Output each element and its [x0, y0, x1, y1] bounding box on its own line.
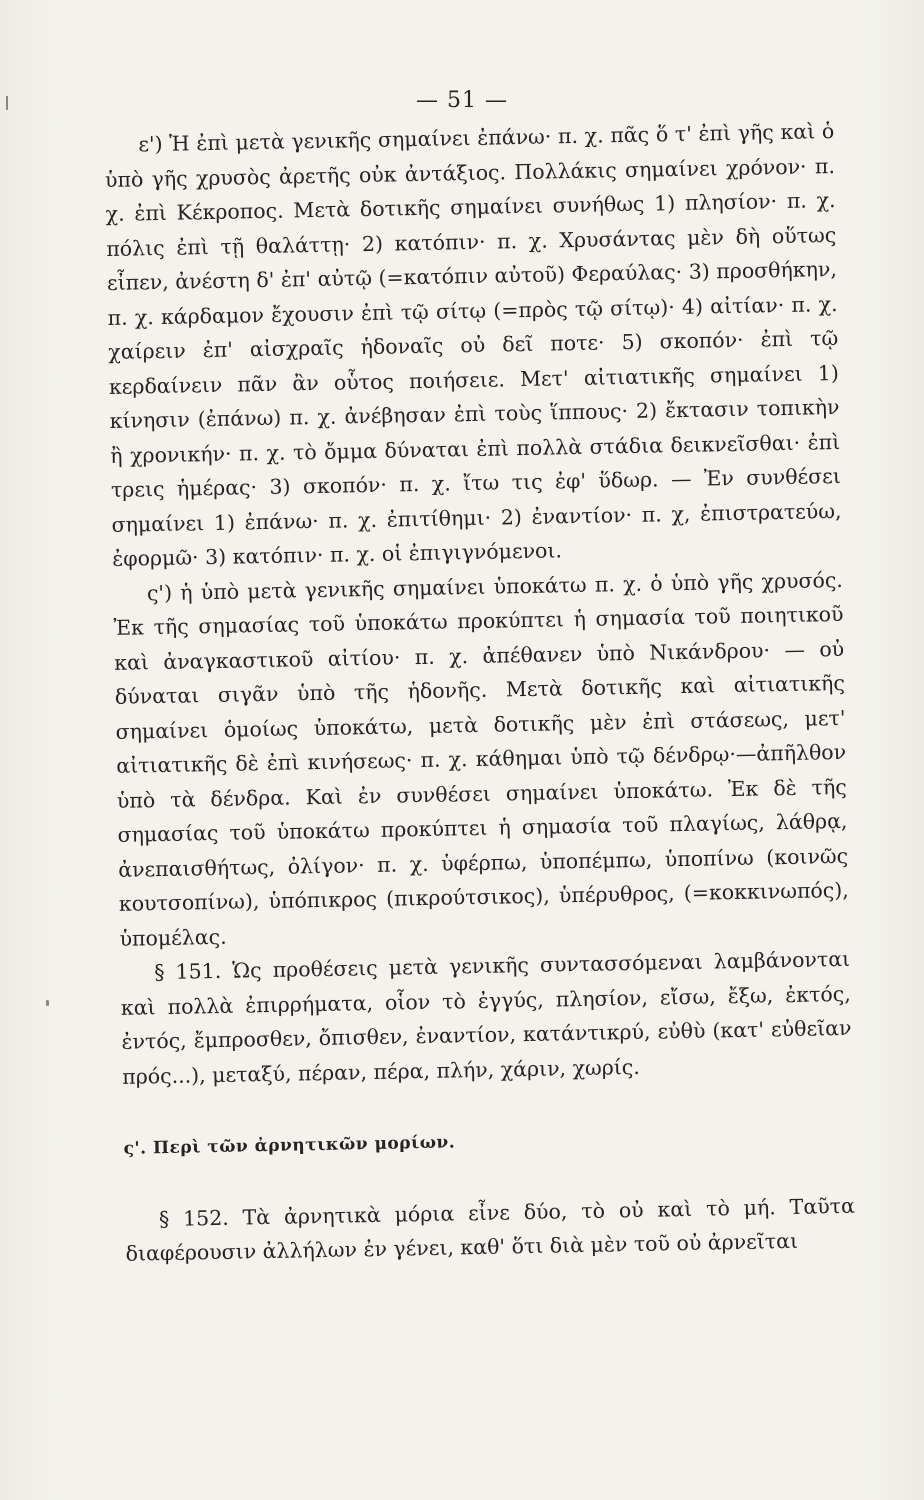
- paragraph-section-152: § 152. Τὰ ἀρνητικὰ μόρια εἶνε δύο, τὸ οὐ καὶ τὸ μή. Ταῦτα διαφέρουσιν ἀλλήλων ἐν γένει, καθ' ὅτι διὰ μὲν τοῦ οὐ ἀρνεῖται: [125, 1193, 856, 1266]
- paragraph-section-151: § 151. Ὡς προθέσεις μετὰ γενικῆς συντασσόμεναι λαμβάνονται καὶ πολλὰ ἐπιρρήματα, οἷον τὸ ἐγγύς, πλησίον, εἴσω, ἔξω, ἐκτός, ἐντός, ἔμπροσθεν, ὄπισθεν, ἐναντίον, κατάντικρύ, εὐθὺ (κατ' εὐθεῖαν πρός...), μεταξύ, πέραν, πέρα, πλήν, χάριν, χωρίς.: [120, 946, 852, 1089]
- page-body: [104, 114, 856, 1271]
- page-number: — 51 —: [416, 88, 508, 113]
- section-heading: ς'. Περὶ τῶν ἀρνητικῶν μορίων.: [123, 1132, 456, 1159]
- paragraph-hypo: ς') ἡ ὑπὸ μετὰ γενικῆς σημαίνει ὑποκάτω π. χ. ὁ ὑπὸ γῆς χρυσός. Ἐκ τῆς σημασίας τοῦ ὑποκάτω προκύπτει ἡ σημασία τοῦ ποιητικοῦ καὶ ἀναγκαστικοῦ αἰτίου· π. χ. ἀπέθανεν ὑπὸ Νικάνδρου· — οὐ δύναται σιγᾶν ὑπὸ τῆς ἡδονῆς. Μετὰ δοτικῆς καὶ αἰτιατικῆς σημαίνει ὁμοίως ὑποκάτω, μετὰ δοτικῆς μὲν ἐπὶ στάσεως, μετ' αἰτιατικῆς δὲ ἐπὶ κινήσεως· π. χ. κάθημαι ὑπὸ τῷ δένδρῳ·—ἀπῆλθον ὑπὸ τὰ δένδρα. Καὶ ἐν συνθέσει σημαίνει ὑποκάτω. Ἐκ δὲ τῆς σημασίας τοῦ ὑποκάτω προκύπτει ἡ σημασία τοῦ πλαγίως, λάθρᾳ, ἀνεπαισθήτως, ὀλίγον· π. χ. ὑφέρπω, ὑποπέμπω, ὑποπίνω (κοινῶς κουτσοπίνω), ὑπόπικρος (πικρούτσικος), ὑπέρυθρος, (=κοκκινωπός), ὑπομέλας.: [113, 567, 849, 951]
- paragraph-epi: ε') Ἡ ἐπὶ μετὰ γενικῆς σημαίνει ἐπάνω· π. χ. πᾶς ὅ τ' ἐπὶ γῆς καὶ ὁ ὑπὸ γῆς χρυσὸς ἀρετῆς οὐκ ἀντάξιος. Πολλάκις σημαίνει χρόνον· π. χ. ἐπὶ Κέκροπος. Μετὰ δοτικῆς σημαίνει συνήθως 1) πλησίον· π. χ. πόλις ἐπὶ τῇ θαλάττῃ· 2) κατόπιν· π. χ. Χρυσάντας μὲν δὴ οὕτως εἶπεν, ἀνέστη δ' ἐπ' αὐτῷ (=κατόπιν αὐτοῦ) Φεραύλας· 3) προσθήκην, π. χ. κάρδαμον ἔχουσιν ἐπὶ τῷ σίτῳ (=πρὸς τῷ σίτῳ)· 4) αἰτίαν· π. χ. χαίρειν ἐπ' αἰσχραῖς ἡδοναῖς οὐ δεῖ ποτε· 5) σκοπόν· ἐπὶ τῷ κερδαίνειν πᾶν ἂν οὗτος ποιήσειε. Μετ' αἰτιατικῆς σημαίνει 1) κίνησιν (ἐπάνω) π. χ. ἀνέβησαν ἐπὶ τοὺς ἵππους· 2) ἔκτασιν τοπικὴν ἢ χρονικήν· π. χ. τὸ ὄμμα δύναται ἐπὶ πολλὰ στάδια δεικνεῖσθαι· ἐπὶ τρεις ἡμέρας· 3) σκοπόν· π. χ. ἴτω τις ἐφ' ὕδωρ. — Ἐν συνθέσει σημαίνει 1) ἐπάνω· π. χ. ἐπιτίθημι· 2) ἐναντίον· π. χ, ἐπιστρατεύω, ἐφορμῶ· 3) κατόπιν· π. χ. οἱ ἐπιγιγνόμενοι.: [104, 118, 842, 571]
- page-speck: [46, 1000, 49, 1006]
